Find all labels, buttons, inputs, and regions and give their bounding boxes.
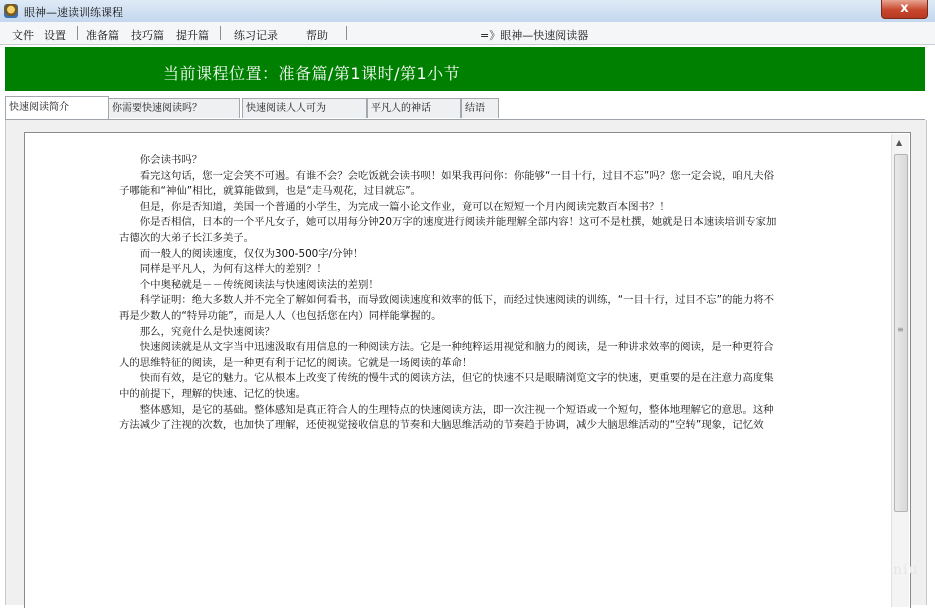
watermark: niu [893,562,919,578]
article-paragraph: 快速阅读就是从文字当中迅速汲取有用信息的一种阅读方法。它是一种纯粹运用视觉和脑力的阅读，是一种讲求效率的阅读，是一种更符合人的思维特征的阅读，是一种更有利于记忆的阅读。它就是一场阅读的革命！ [119,341,774,369]
close-button[interactable]: x [881,0,928,19]
tab-do-you-need[interactable]: 你需要快速阅读吗？ [108,98,240,118]
menu-help[interactable]: 帮助 [306,29,328,42]
menu-practice-records[interactable]: 练习记录 [234,29,278,42]
article-paragraph: 科学证明：绝大多数人并不完全了解如何看书，而导致阅读速度和效率的低下，而经过快速阅读的训练，“一目十行，过目不忘”的能力将不再是少数人的“特异功能”，而是人人（也包括您在内）同样能掌握的。 [119,294,774,322]
article-paragraph: 看完这句话，您一定会笑不可遏。有谁不会？会吃饭就会读书呗！如果我再问你：你能够“一目十行，过目不忘”吗？您一定会说，咱凡夫俗子哪能和“神仙”相比，就算能做到，也是“走马观花，过目就忘”。 [119,169,774,198]
scrollbar-thumb[interactable] [894,154,908,512]
article-paragraph: 快而有效，是它的魅力。它从根本上改变了传统的慢牛式的阅读方法，但它的快速不只是眼睛浏览文字的快速，更重要的是在注意力高度集中的前提下，理解的快速、记忆的快速。 [119,372,774,400]
article-paragraph: 但是，你是否知道，美国一个普通的小学生，为完成一篇小论文作业，竟可以在短短一个月内阅读完数百本图书？！ [139,200,670,213]
menu-bar [0,22,935,45]
article-paragraph: 你是否相信，日本的一个平凡女子，她可以用每分钟20万字的速度进行阅读并能理解全部内容！这可不是杜撰，她就是日本速读培训专家加古德次的大弟子长江多美子。 [119,216,777,244]
menu-separator [346,26,347,40]
article-paragraph: 同样是平凡人，为何有这样大的差别？！ [139,263,327,276]
menu-skills[interactable]: 技巧篇 [131,29,164,42]
menu-settings[interactable]: 设置 [44,29,66,42]
article-paragraph: 那么，究竟什么是快速阅读？ [139,325,275,338]
title-bar [0,0,935,23]
tab-conclusion[interactable]: 结语 [461,98,499,118]
app-icon [4,4,18,18]
tab-ordinary-myth[interactable]: 平凡人的神话 [367,98,461,118]
course-header [5,47,925,91]
article-paragraph: 个中奥秘就是－－传统阅读法与快速阅读法的差别！ [139,278,379,291]
article-paragraph: 你会读书吗？ [139,154,203,166]
menu-prepare[interactable]: 准备篇 [86,29,119,42]
menu-separator [77,26,78,40]
scroll-up-icon[interactable]: ▲ [896,138,903,147]
menu-quick-reader-link[interactable]: =》眼神—快速阅读器 [480,29,589,42]
menu-improve[interactable]: 提升篇 [176,29,209,42]
tab-strip [5,95,925,120]
tab-everyone-can[interactable]: 快速阅读人人可为 [242,98,367,118]
grip-icon: ≡ [897,325,904,334]
menu-separator [220,26,221,40]
window-title: 眼神—速读训练课程 [24,6,123,19]
article-textbox[interactable] [24,132,911,608]
tab-intro[interactable]: 快速阅读简介 [5,96,109,119]
content-panel [5,120,927,605]
article-paragraph: 整体感知，是它的基础。整体感知是真正符合人的生理特点的快速阅读方法，即一次注视一个短语或一个短句，整体地理解它的意思。这种方法减少了注视的次数，也加快了理解，还使视觉接收信息的节奏和大脑思维活动的节奏趋于协调，减少大脑思维活动的“空转”现象，记忆效 [119,403,774,432]
course-position: 当前课程位置：准备篇/第1课时/第1小节 [163,64,461,83]
vertical-scrollbar[interactable] [891,134,909,607]
menu-file[interactable]: 文件 [12,29,34,42]
article-body [119,153,779,434]
article-paragraph: 而一般人的阅读速度，仅仅为300-500字/分钟！ [139,247,364,260]
